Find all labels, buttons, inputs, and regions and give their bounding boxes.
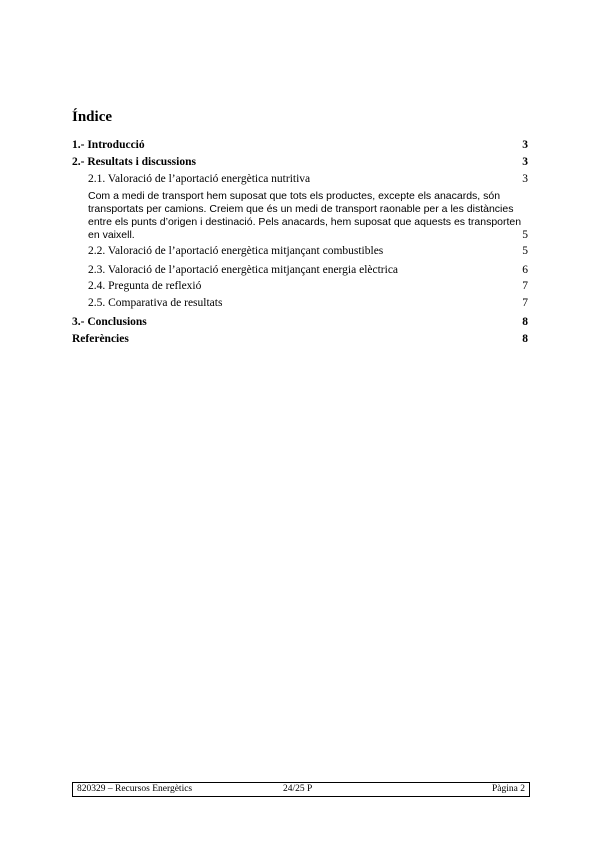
toc-entry-label: Com a medi de transport hem suposat que tots els productes, excepte els anacards, són transportats per camions. Creiem que és un medi de transport raonable per a les distàncies entre els punts d’origen i destinació. Pels anacards, hem suposat que aquests es transporten en vaixell. xyxy=(88,190,522,241)
footer-term: 24/25 P xyxy=(283,784,313,794)
toc-entry-label: 2.4. Pregunta de reflexió xyxy=(88,280,202,292)
toc-entry-page: 8 xyxy=(522,316,528,328)
toc-entry-2-5[interactable] xyxy=(88,296,528,310)
toc-entry-label: 2.2. Valoració de l’aportació energètica mitjançant combustibles xyxy=(88,245,384,257)
toc-entry-page: 7 xyxy=(522,280,528,292)
toc-entry-page: 8 xyxy=(522,333,528,345)
toc-entry-page: 7 xyxy=(522,297,528,309)
toc-entry-page: 3 xyxy=(522,139,528,151)
toc-title: Índice xyxy=(72,109,113,125)
toc-entry-label: 2.3. Valoració de l’aportació energètica mitjançant energia elèctrica xyxy=(88,264,399,276)
toc-entry-2-1[interactable] xyxy=(88,172,528,186)
toc-entry-label: Referències xyxy=(72,333,129,345)
toc-entry-page: 5 xyxy=(522,245,528,257)
toc-entry-page: 6 xyxy=(522,264,528,276)
footer-page-number: Pàgina 2 xyxy=(492,784,525,794)
toc-entry-page: 3 xyxy=(522,156,528,168)
toc-entry-2-4[interactable] xyxy=(88,279,528,293)
toc-entry-label: 2.- Resultats i discussions xyxy=(72,156,196,168)
toc-entry-conclusions[interactable] xyxy=(72,315,528,329)
toc-entry-referencies[interactable] xyxy=(72,332,528,346)
footer-course: 820329 – Recursos Energètics xyxy=(77,784,193,794)
toc-entry-page: 5 xyxy=(522,229,528,241)
toc-entry-page: 3 xyxy=(522,173,528,185)
toc-entry-2-2[interactable] xyxy=(88,244,528,258)
toc-entry-resultats[interactable] xyxy=(72,155,528,169)
toc-entry-label: 2.1. Valoració de l’aportació energètica nutritiva xyxy=(88,173,311,185)
toc-entry-label: 2.5. Comparativa de resultats xyxy=(88,297,223,309)
toc-entry-introduccio[interactable] xyxy=(72,138,528,152)
toc-entry-label: 3.- Conclusions xyxy=(72,316,147,328)
toc-entry-paragraph[interactable] xyxy=(88,190,528,242)
page-footer xyxy=(72,782,530,797)
toc-entry-2-3[interactable] xyxy=(88,263,528,277)
toc-entry-label: 1.- Introducció xyxy=(72,139,145,151)
